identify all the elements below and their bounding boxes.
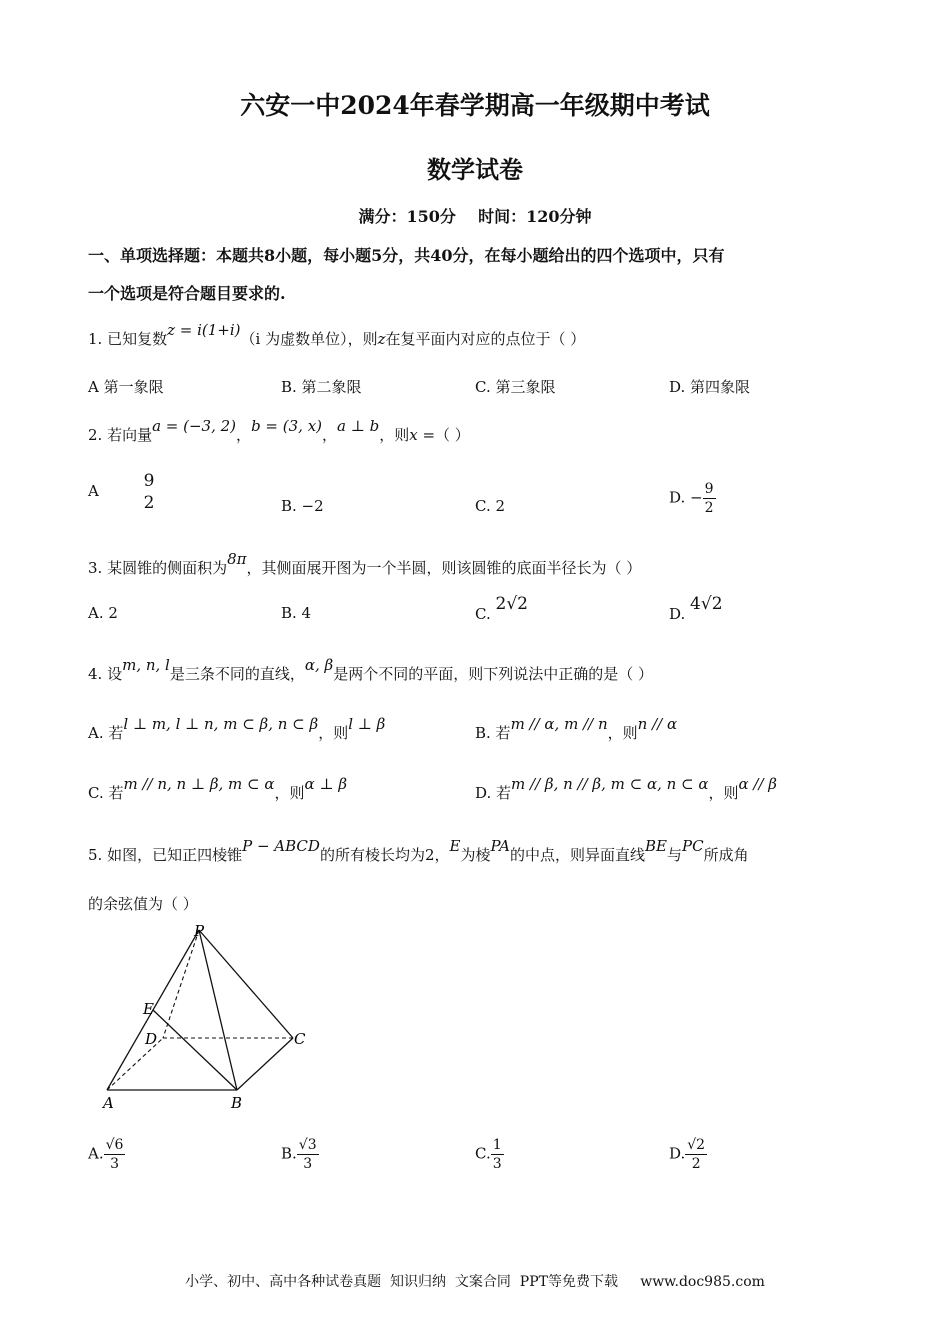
- label-a: A: [103, 1094, 114, 1112]
- q4-suffix: 是两个不同的平面，则下列说法中正确的是（ ）: [333, 665, 653, 683]
- q5-a-fraction: [104, 1136, 126, 1173]
- q2-option-b: B. −2: [281, 497, 324, 515]
- q5-a-label: A.: [88, 1144, 104, 1163]
- q2-d-label: D. −: [669, 488, 703, 507]
- subject-title: 数学试卷: [427, 155, 523, 184]
- q4-d-cond: m // β, n // β, m ⊂ α, n ⊂ α: [511, 775, 709, 793]
- exam-meta: 满分：150分 时间：120分钟: [358, 207, 592, 226]
- q4-a-result: l ⊥ β: [348, 715, 386, 733]
- question-3: [88, 550, 642, 578]
- q2-x: x =: [409, 426, 436, 444]
- q4-c-result: α ⊥ β: [304, 775, 347, 793]
- q4-c-cond: m // n, n ⊥ β, m ⊂ α: [123, 775, 275, 793]
- q4-b-cond: m // α, m // n: [510, 715, 608, 733]
- segment-be: [153, 1010, 237, 1090]
- q2-vector-a: a = (−3, 2): [152, 417, 237, 435]
- q3-d-label: D.: [669, 605, 686, 623]
- edge-pb: [199, 930, 237, 1090]
- q3-option-a: A. 2: [88, 604, 118, 622]
- q4-a-label: A. 若: [88, 724, 124, 742]
- q4-option-d: [475, 775, 777, 803]
- q5-option-b: [281, 1136, 319, 1173]
- q5-a-den: 3: [104, 1154, 126, 1173]
- q5-mid4: 与: [667, 846, 683, 864]
- q2-d-num: 9: [704, 481, 714, 497]
- question-5: [88, 837, 749, 865]
- question-2: 2. 若向量a = (−3, 2)，b = (3, x)，a ⊥ b，则x =（ ）: [88, 417, 470, 444]
- q5-mid3: 的中点，则异面直线: [510, 846, 646, 864]
- q3-suffix: ，其侧面展开图为一个半圆，则该圆锥的底面半径长为（ ）: [246, 559, 642, 577]
- q3-c-label: C.: [475, 605, 491, 623]
- page-footer: 小学、初中、高中各种试卷真题 知识归纳 文案合同 PPT等免费下载 www.doc985.com: [185, 1274, 765, 1290]
- question-4: [88, 656, 653, 684]
- q3-d-value: 4√2: [690, 594, 723, 614]
- q5-b-fraction: [297, 1136, 319, 1173]
- pyramid-figure: [95, 918, 325, 1118]
- q2-a-label: A: [88, 482, 99, 500]
- q1-option-d: D. 第四象限: [669, 378, 751, 396]
- label-b: B: [231, 1094, 243, 1112]
- q5-mid2: 为棱: [460, 846, 491, 864]
- q5-mid5: 所成角: [703, 846, 749, 864]
- q5-d-fraction: [685, 1136, 707, 1173]
- q4-mid: 是三条不同的直线，: [169, 665, 305, 683]
- q4-a-cond: l ⊥ m, l ⊥ n, m ⊂ β, n ⊂ β: [123, 715, 319, 733]
- edge-pc: [199, 930, 293, 1038]
- q1-suffix: 在复平面内对应的点位于（ ）: [385, 330, 586, 348]
- q5-pyramid: P − ABCD: [242, 837, 320, 855]
- q1-prefix: 1. 已知复数: [88, 330, 168, 348]
- q4-c-then: ，则: [274, 784, 305, 802]
- q4-b-label: B. 若: [475, 724, 511, 742]
- q5-option-c: [475, 1136, 504, 1173]
- q4-option-c: [88, 775, 347, 803]
- label-p: P: [194, 922, 205, 940]
- label-e: E: [143, 1000, 154, 1018]
- q2-suffix: （ ）: [435, 426, 470, 444]
- q1-expr: z = i(1+i): [167, 321, 241, 339]
- q5-line-be: BE: [645, 837, 668, 855]
- q4-d-then: ，则: [708, 784, 739, 802]
- q2-prefix: 2. 若向量: [88, 426, 153, 444]
- q5-prefix: 5. 如图，已知正四棱锥: [88, 846, 243, 864]
- q4-d-result: α // β: [738, 775, 777, 793]
- q3-c-value: 2√2: [495, 594, 528, 614]
- edge-bc: [237, 1038, 293, 1090]
- q2-a-den: 2: [143, 493, 155, 513]
- label-d: D: [145, 1030, 158, 1048]
- q2-a-num: 9: [143, 471, 155, 491]
- q5-b-num: √3: [298, 1137, 317, 1153]
- q3-option-d: [669, 594, 723, 623]
- question-1: [88, 321, 586, 349]
- q5-edge-pa: PA: [490, 837, 511, 855]
- q2-option-c: C. 2: [475, 497, 506, 515]
- q4-lines: m, n, l: [122, 656, 170, 674]
- q3-area: 8π: [227, 550, 247, 568]
- q5-c-den: 3: [492, 1156, 502, 1172]
- q3-prefix: 3. 某圆锥的侧面积为: [88, 559, 228, 577]
- q2-d-fraction: [703, 480, 716, 517]
- q2-option-a: [88, 470, 156, 514]
- q1-option-c: C. 第三象限: [475, 378, 556, 396]
- q4-planes: α, β: [304, 656, 334, 674]
- q5-c-fraction: [491, 1136, 504, 1173]
- q3-option-b: B. 4: [281, 604, 312, 622]
- q4-d-label: D. 若: [475, 784, 512, 802]
- label-c: C: [294, 1030, 306, 1048]
- q5-b-label: B.: [281, 1144, 297, 1163]
- q4-b-then: ，则: [607, 724, 638, 742]
- section-heading-line1: 一、单项选择题：本题共8小题，每小题5分，共40分，在每小题给出的四个选项中，只有: [88, 246, 725, 265]
- q4-prefix: 4. 设: [88, 665, 123, 683]
- q2-perp: a ⊥ b: [337, 417, 380, 435]
- q4-b-result: n // α: [637, 715, 678, 733]
- q4-a-then: ，则: [318, 724, 349, 742]
- q5-b-den: 3: [297, 1154, 319, 1173]
- q1-option-b: B. 第二象限: [281, 378, 362, 396]
- q2-vector-b: b = (3, x): [251, 417, 323, 435]
- q2-then: ，则: [379, 426, 410, 444]
- q5-c-label: C.: [475, 1144, 491, 1163]
- q2-option-d: [669, 480, 716, 517]
- q5-a-num: √6: [105, 1137, 124, 1153]
- q1-mid: （i 为虚数单位），则: [240, 330, 378, 348]
- q4-option-a: [88, 715, 386, 743]
- q5-line-pc: PC: [682, 837, 704, 855]
- q5-d-den: 2: [685, 1154, 707, 1173]
- q5-mid1: 的所有棱长均为2，: [319, 846, 450, 864]
- q4-option-b: [475, 715, 678, 743]
- q5-option-a: [88, 1136, 125, 1173]
- q5-line2: 的余弦值为（ ）: [88, 895, 198, 913]
- q5-d-label: D.: [669, 1144, 686, 1163]
- q5-c-num: 1: [492, 1137, 502, 1153]
- q5-point-e: E: [449, 837, 461, 855]
- q5-d-num: √2: [687, 1137, 706, 1153]
- q1-var: z: [377, 330, 386, 348]
- q2-a-fraction: [142, 470, 157, 514]
- section-heading-line2: 一个选项是符合题目要求的.: [88, 284, 286, 303]
- q5-option-d: [669, 1136, 707, 1173]
- q2-d-den: 2: [704, 500, 714, 516]
- exam-title: 六安一中2024年春学期高一年级期中考试: [240, 91, 710, 120]
- q3-option-c: [475, 594, 528, 623]
- q4-c-label: C. 若: [88, 784, 124, 802]
- q1-option-a: A 第一象限: [88, 378, 164, 396]
